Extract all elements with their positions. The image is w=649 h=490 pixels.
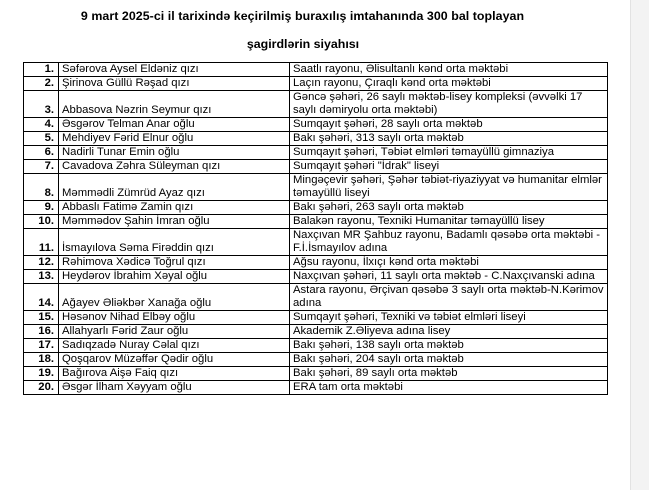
student-name: Məmmədli Zümrüd Ayaz qızı [59, 174, 290, 201]
table-row [24, 91, 608, 118]
school-name: Bakı şəhəri, 204 saylı orta məktəb [290, 353, 608, 367]
table-row [24, 311, 608, 325]
row-number: 5. [24, 132, 59, 146]
table-row [24, 146, 608, 160]
row-number: 13. [24, 270, 59, 284]
student-name: İsmayılova Səma Firəddin qızı [59, 229, 290, 256]
row-number: 16. [24, 325, 59, 339]
row-number: 12. [24, 256, 59, 270]
school-name: Balakən rayonu, Texniki Humanitar təmayüllü lisey [290, 215, 608, 229]
student-name: Bağırova Aişə Faiq qızı [59, 367, 290, 381]
student-name: Əsgər İlham Xəyyam oğlu [59, 381, 290, 395]
row-number: 7. [24, 160, 59, 174]
school-name: Laçın rayonu, Çıraqlı kənd orta məktəbi [290, 77, 608, 91]
school-name: Gəncə şəhəri, 26 saylı məktəb-lisey kompleksi (əvvəlki 17 saylı dəmiryolu orta məktəbi) [290, 91, 608, 118]
school-name: Ağsu rayonu, İlxıçı kənd orta məktəbi [290, 256, 608, 270]
table-row [24, 215, 608, 229]
document-subtitle: şagirdlərin siyahısı [246, 37, 360, 51]
student-name: Mehdiyev Fərid Elnur oğlu [59, 132, 290, 146]
row-number: 11. [24, 229, 59, 256]
school-name: Naxçıvan MR Şahbuz rayonu, Badamlı qəsəbə orta məktəbi - F.İ.İsmayılov adına [290, 229, 608, 256]
table-row [24, 63, 608, 77]
student-name: Həsənov Nihad Elbəy oğlu [59, 311, 290, 325]
school-name: Astara rayonu, Ərçivan qəsəbə 3 saylı orta məktəb-N.Kərimov adına [290, 284, 608, 311]
row-number: 15. [24, 311, 59, 325]
student-name: Səfərova Aysel Eldəniz qızı [59, 63, 290, 77]
school-name: Saatlı rayonu, Əlisultanlı kənd orta məktəbi [290, 63, 608, 77]
table-row [24, 77, 608, 91]
student-name: Məmmədov Şahin İmran oğlu [59, 215, 290, 229]
page-edge [630, 0, 649, 490]
student-name: Abbaslı Fatimə Zamin qızı [59, 201, 290, 215]
row-number: 8. [24, 174, 59, 201]
school-name: Sumqayıt şəhəri, Texniki və təbiət elmləri liseyi [290, 311, 608, 325]
table-row [24, 229, 608, 256]
row-number: 1. [24, 63, 59, 77]
student-name: Əsgərov Telman Anar oğlu [59, 118, 290, 132]
table-row [24, 353, 608, 367]
school-name: Bakı şəhəri, 138 saylı orta məktəb [290, 339, 608, 353]
student-name: Rəhimova Xədicə Toğrul qızı [59, 256, 290, 270]
document-title: 9 mart 2025-ci il tarixində keçirilmiş buraxılış imtahanında 300 bal toplayan [80, 9, 525, 23]
table-row [24, 367, 608, 381]
school-name: Akademik Z.Əliyeva adına lisey [290, 325, 608, 339]
row-number: 19. [24, 367, 59, 381]
row-number: 20. [24, 381, 59, 395]
student-name: Ağayev Əliəkbər Xanağa oğlu [59, 284, 290, 311]
students-table [23, 62, 608, 395]
table-row [24, 325, 608, 339]
school-name: Sumqayıt şəhəri, Təbiət elmləri təmayüllü gimnaziya [290, 146, 608, 160]
row-number: 17. [24, 339, 59, 353]
table-row [24, 339, 608, 353]
row-number: 6. [24, 146, 59, 160]
student-name: Qoşqarov Müzəffər Qədir oğlu [59, 353, 290, 367]
school-name: Bakı şəhəri, 313 saylı orta məktəb [290, 132, 608, 146]
table-row [24, 118, 608, 132]
row-number: 18. [24, 353, 59, 367]
table-row [24, 270, 608, 284]
row-number: 3. [24, 91, 59, 118]
table-row [24, 284, 608, 311]
student-name: Heydərov İbrahim Xəyal oğlu [59, 270, 290, 284]
row-number: 14. [24, 284, 59, 311]
student-name: Şirinova Güllü Rəşad qızı [59, 77, 290, 91]
row-number: 10. [24, 215, 59, 229]
table-row [24, 201, 608, 215]
table-row [24, 132, 608, 146]
row-number: 4. [24, 118, 59, 132]
student-name: Abbasova Nəzrin Seymur qızı [59, 91, 290, 118]
school-name: Bakı şəhəri, 89 saylı orta məktəb [290, 367, 608, 381]
row-number: 9. [24, 201, 59, 215]
school-name: Sumqayıt şəhəri, 28 saylı orta məktəb [290, 118, 608, 132]
school-name: Mingəçevir şəhəri, Şəhər təbiət-riyaziyyat və humanitar elmlər təmayüllü liseyi [290, 174, 608, 201]
table-row [24, 174, 608, 201]
table-row [24, 256, 608, 270]
school-name: Naxçıvan şəhəri, 11 saylı orta məktəb - C.Naxçıvanski adına [290, 270, 608, 284]
student-name: Sadıqzadə Nuray Cəlal qızı [59, 339, 290, 353]
school-name: ERA tam orta məktəbi [290, 381, 608, 395]
table-row [24, 160, 608, 174]
student-name: Nadirli Tunar Emin oğlu [59, 146, 290, 160]
school-name: Bakı şəhəri, 263 saylı orta məktəb [290, 201, 608, 215]
table-row [24, 381, 608, 395]
row-number: 2. [24, 77, 59, 91]
student-name: Allahyarlı Fərid Zaur oğlu [59, 325, 290, 339]
school-name: Sumqayıt şəhəri "İdrak" liseyi [290, 160, 608, 174]
student-name: Cavadova Zəhra Süleyman qızı [59, 160, 290, 174]
